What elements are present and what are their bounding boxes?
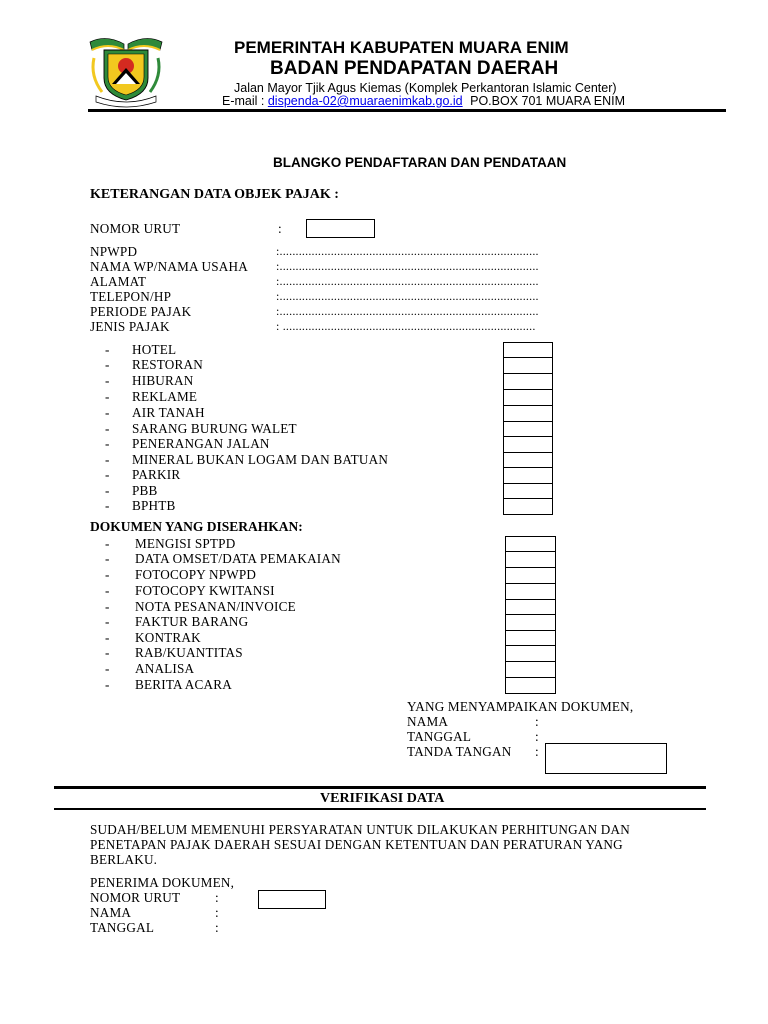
list-dash: - — [105, 421, 110, 436]
list-dash: - — [105, 389, 110, 404]
verification-bottom-rule — [54, 808, 706, 810]
field-npwpd-fill[interactable]: :................................................................................. — [276, 244, 539, 258]
tax-type-penerangan-jalan: PENERANGAN JALAN — [132, 436, 270, 451]
checkbox-bphtb[interactable] — [503, 498, 553, 515]
field-telepon-label: TELEPON/HP — [90, 289, 172, 304]
documents-title: DOKUMEN YANG DISERAHKAN: — [90, 519, 303, 534]
document-faktur: FAKTUR BARANG — [135, 614, 249, 629]
submitter-nama-label: NAMA — [407, 714, 449, 729]
document-berita-acara: BERITA ACARA — [135, 677, 232, 692]
field-jenis-label: JENIS PAJAK — [90, 319, 170, 334]
tax-type-pbb: PBB — [132, 483, 158, 498]
submitter-title: YANG MENYAMPAIKAN DOKUMEN, — [407, 699, 634, 714]
list-dash: - — [105, 630, 110, 645]
document-rab: RAB/KUANTITAS — [135, 645, 243, 660]
receiver-title: PENERIMA DOKUMEN, — [90, 875, 235, 890]
verification-text-line-2: PENETAPAN PAJAK DAERAH SESUAI DENGAN KETENTUAN DAN PERATURAN YANG — [90, 837, 623, 852]
checkbox-hiburan[interactable] — [503, 373, 553, 390]
submitter-tanggal-colon[interactable]: : — [535, 729, 539, 744]
submitter-signature-colon: : — [535, 744, 539, 759]
document-sptpd: MENGISI SPTPD — [135, 536, 236, 551]
field-periode-fill[interactable]: :................................................................................. — [276, 304, 539, 318]
checkbox-doc-omset[interactable] — [505, 551, 556, 568]
document-npwpd: FOTOCOPY NPWPD — [135, 567, 257, 582]
tax-type-air-tanah: AIR TANAH — [132, 405, 205, 420]
document-kontrak: KONTRAK — [135, 630, 201, 645]
list-dash: - — [105, 599, 110, 614]
list-dash: - — [105, 677, 110, 692]
checkbox-doc-faktur[interactable] — [505, 614, 556, 631]
verification-text-line-3: BERLAKU. — [90, 852, 158, 867]
checkbox-doc-analisa[interactable] — [505, 661, 556, 678]
tax-type-mineral: MINERAL BUKAN LOGAM DAN BATUAN — [132, 452, 389, 467]
list-dash: - — [105, 567, 110, 582]
list-dash: - — [105, 357, 110, 372]
header-line-1: PEMERINTAH KABUPATEN MUARA ENIM — [234, 38, 569, 57]
document-kwitansi: FOTOCOPY KWITANSI — [135, 583, 275, 598]
receiver-nomor-urut-colon: : — [215, 890, 219, 905]
header-contact — [222, 94, 625, 108]
header-rule — [88, 109, 726, 112]
field-alamat-fill[interactable]: :................................................................................. — [276, 274, 539, 288]
document-analisa: ANALISA — [135, 661, 195, 676]
submitter-signature-label: TANDA TANGAN — [407, 744, 512, 759]
header-line-2: BADAN PENDAPATAN DAERAH — [270, 58, 559, 79]
tax-type-hotel: HOTEL — [132, 342, 177, 357]
receiver-nomor-urut-box[interactable] — [258, 890, 326, 909]
checkbox-reklame[interactable] — [503, 389, 553, 406]
list-dash: - — [105, 498, 110, 513]
submitter-tanggal-label: TANGGAL — [407, 729, 472, 744]
nomor-urut-box[interactable] — [306, 219, 375, 238]
tax-type-restoran: RESTORAN — [132, 357, 203, 372]
field-nama-label: NAMA WP/NAMA USAHA — [90, 259, 248, 274]
tax-type-sarang-burung-walet: SARANG BURUNG WALET — [132, 421, 297, 436]
list-dash: - — [105, 342, 110, 357]
nomor-urut-colon: : — [278, 221, 282, 236]
tax-type-reklame: REKLAME — [132, 389, 198, 404]
list-dash: - — [105, 551, 110, 566]
checkbox-doc-npwpd[interactable] — [505, 567, 556, 584]
receiver-tanggal-colon[interactable]: : — [215, 920, 219, 935]
list-dash: - — [105, 467, 110, 482]
list-dash: - — [105, 583, 110, 598]
field-telepon-fill[interactable]: :................................................................................. — [276, 289, 539, 303]
signature-box[interactable] — [545, 743, 667, 774]
checkbox-doc-kwitansi[interactable] — [505, 583, 556, 600]
list-dash: - — [105, 405, 110, 420]
verification-text-line-1: SUDAH/BELUM MEMENUHI PERSYARATAN UNTUK DILAKUKAN PERHITUNGAN DAN — [90, 822, 630, 837]
section-object-data: KETERANGAN DATA OBJEK PAJAK : — [90, 187, 339, 202]
checkbox-air-tanah[interactable] — [503, 405, 553, 422]
checkbox-doc-rab[interactable] — [505, 645, 556, 662]
list-dash: - — [105, 536, 110, 551]
field-nama-fill[interactable]: :................................................................................. — [276, 259, 539, 273]
submitter-nama-colon[interactable]: : — [535, 714, 539, 729]
tax-type-bphtb: BPHTB — [132, 498, 176, 513]
document-omset: DATA OMSET/DATA PEMAKAIAN — [135, 551, 341, 566]
document-invoice: NOTA PESANAN/INVOICE — [135, 599, 296, 614]
checkbox-doc-berita-acara[interactable] — [505, 677, 556, 694]
list-dash: - — [105, 483, 110, 498]
list-dash: - — [105, 661, 110, 676]
list-dash: - — [105, 436, 110, 451]
list-dash: - — [105, 373, 110, 388]
form-title: BLANGKO PENDAFTARAN DAN PENDATAAN — [273, 155, 567, 170]
list-dash: - — [105, 452, 110, 467]
tax-type-parkir: PARKIR — [132, 467, 181, 482]
header-address: Jalan Mayor Tjik Agus Kiemas (Komplek Perkantoran Islamic Center) — [234, 81, 617, 95]
field-jenis-fill[interactable]: : ............................................................................... — [276, 319, 536, 333]
list-dash: - — [105, 645, 110, 660]
checkbox-parkir[interactable] — [503, 467, 553, 484]
field-alamat-label: ALAMAT — [90, 274, 147, 289]
verification-title: VERIFIKASI DATA — [320, 791, 445, 806]
regency-emblem — [86, 28, 166, 108]
email-prefix: E-mail : — [222, 94, 265, 108]
receiver-tanggal-label: TANGGAL — [90, 920, 155, 935]
nomor-urut-label: NOMOR URUT — [90, 221, 181, 236]
receiver-nama-colon[interactable]: : — [215, 905, 219, 920]
receiver-nomor-urut-label: NOMOR URUT — [90, 890, 181, 905]
checkbox-restoran[interactable] — [503, 357, 553, 374]
pobox: PO.BOX 701 MUARA ENIM — [470, 94, 626, 108]
verification-top-rule — [54, 786, 706, 789]
list-dash: - — [105, 614, 110, 629]
tax-type-hiburan: HIBURAN — [132, 373, 194, 388]
receiver-nama-label: NAMA — [90, 905, 132, 920]
checkbox-penerangan-jalan[interactable] — [503, 436, 553, 453]
field-periode-label: PERIODE PAJAK — [90, 304, 192, 319]
email-link[interactable]: dispenda-02@muaraenimkab.go.id — [267, 94, 463, 108]
field-npwpd-label: NPWPD — [90, 244, 138, 259]
